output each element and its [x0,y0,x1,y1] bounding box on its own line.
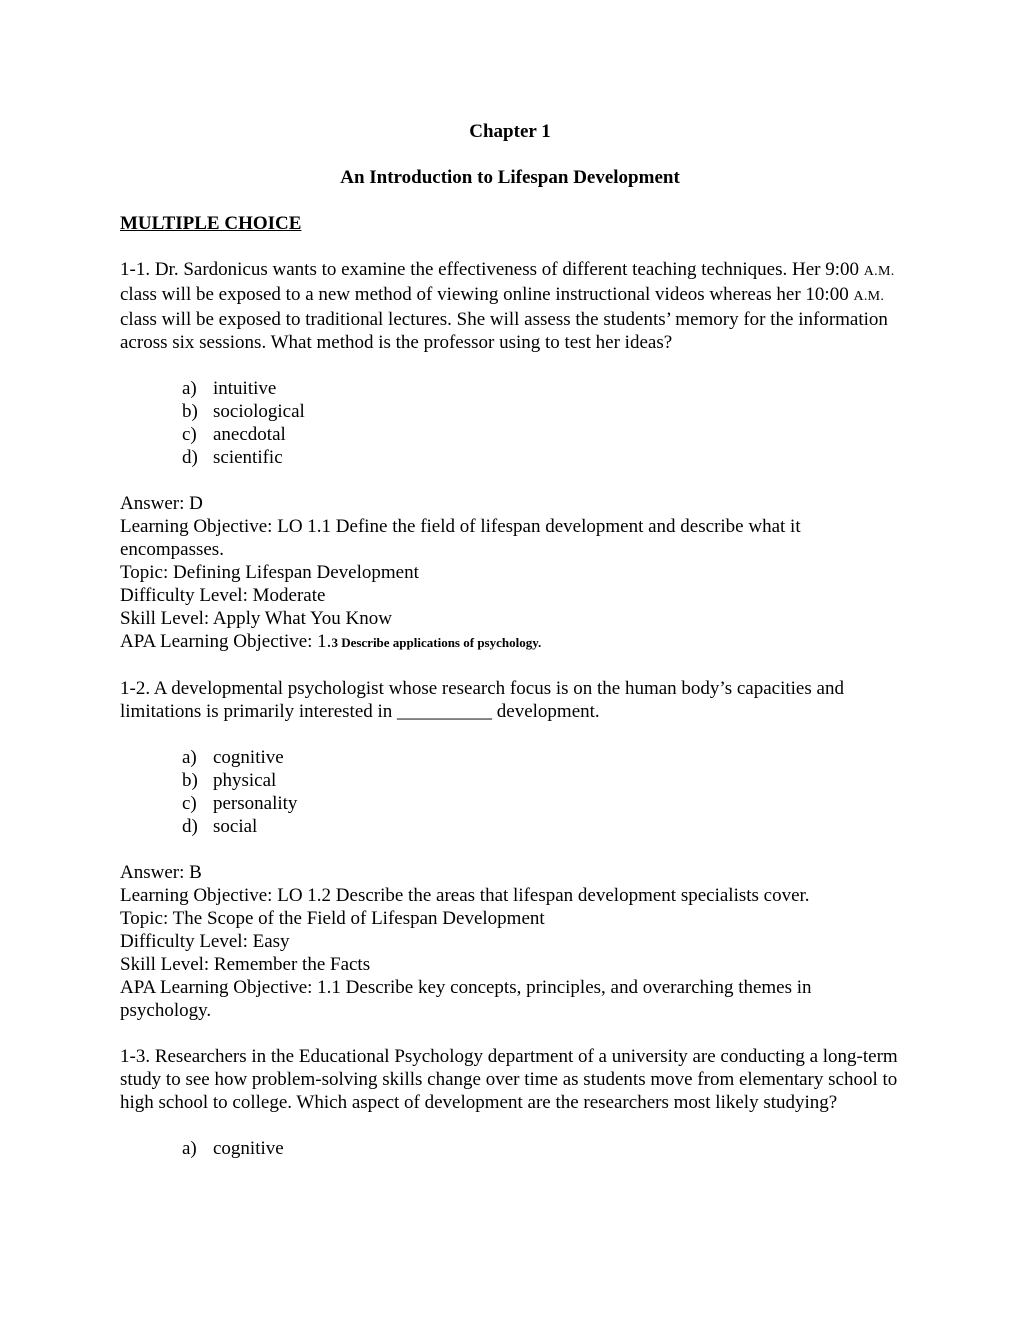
section-heading: MULTIPLE CHOICE [120,213,302,234]
stem-text: class will be exposed to traditional lectures. She will assess the students’ memory for the information across six sessions. What method is the professor using to test her ideas? [120,309,888,353]
question-1-1-metadata [120,492,900,654]
document-page [120,120,900,1183]
stem-text: 1-1. Dr. Sardonicus wants to examine the effectiveness of different teaching techniques. Her 9:00 [120,259,864,280]
option-b [182,769,900,792]
skill-level: Skill Level: Remember the Facts [120,954,371,975]
topic: Topic: Defining Lifespan Development [120,562,419,583]
option-text: sociological [213,401,305,422]
option-text: physical [213,770,277,791]
option-d [182,446,900,469]
option-a [182,1137,900,1160]
option-text: personality [213,793,298,814]
option-c [182,792,900,815]
option-letter: b) [182,401,198,422]
question-1-1-stem [120,258,900,354]
question-1-1-options [120,377,900,469]
option-letter: a) [182,378,197,399]
option-letter: a) [182,747,197,768]
option-a [182,377,900,400]
answer: Answer: B [120,862,202,883]
stem-text: class will be exposed to a new method of viewing online instructional videos whereas her 10:00 [120,284,854,305]
apa-learning-objective [120,630,900,654]
difficulty-level: Difficulty Level: Moderate [120,585,326,606]
option-text: intuitive [213,378,277,399]
learning-objective: Learning Objective: LO 1.1 Define the field of lifespan development and describe what it encompasses. [120,516,801,560]
chapter-heading: Chapter 1 [469,121,551,142]
option-letter: c) [182,424,197,445]
am-label: A.M. [853,289,885,304]
option-letter: a) [182,1138,197,1159]
apa-learning-objective: APA Learning Objective: 1.1 Describe key concepts, principles, and overarching themes in psychology. [120,977,812,1021]
option-text: scientific [213,447,283,468]
topic: Topic: The Scope of the Field of Lifespan Development [120,908,545,929]
learning-objective: Learning Objective: LO 1.2 Describe the areas that lifespan development specialists cover. [120,885,810,906]
question-1-2-metadata [120,861,900,1022]
chapter-title: An Introduction to Lifespan Development [340,167,680,188]
option-letter: c) [182,793,197,814]
difficulty-level: Difficulty Level: Easy [120,931,290,952]
option-a [182,746,900,769]
apa-description: 3 Describe applications of psychology. [331,635,542,650]
option-text: social [213,816,258,837]
question-1-2-stem: 1-2. A developmental psychologist whose research focus is on the human body’s capacities and limitations is primarily interested in __________ development. [120,678,844,722]
option-letter: d) [182,447,198,468]
option-c [182,423,900,446]
option-text: cognitive [213,1138,284,1159]
option-text: cognitive [213,747,284,768]
option-b [182,400,900,423]
skill-level: Skill Level: Apply What You Know [120,608,392,629]
am-label: A.M. [863,264,895,279]
question-1-2-options [120,746,900,838]
question-1-3-stem: 1-3. Researchers in the Educational Psychology department of a university are conducting a long-term study to see how problem-solving skills change over time as students move from elementary school to high school to college. Which aspect of development are the researchers most likely studying? [120,1046,898,1113]
question-1-3-options [120,1137,900,1160]
apa-prefix: APA Learning Objective: 1. [120,631,332,652]
answer: Answer: D [120,493,203,514]
option-letter: d) [182,816,198,837]
option-d [182,815,900,838]
option-text: anecdotal [213,424,286,445]
option-letter: b) [182,770,198,791]
